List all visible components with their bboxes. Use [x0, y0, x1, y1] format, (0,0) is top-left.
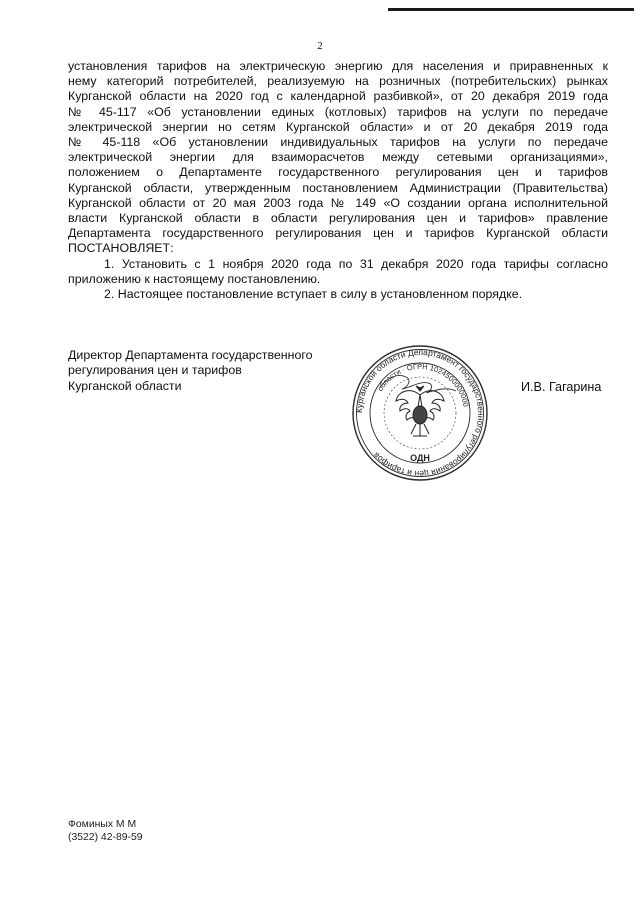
body-line: электрической энергии но сетям Курганской области» и от 20 декабря 2019 года — [68, 119, 608, 134]
body-line: электрической энергии для взаиморасчетов между сетевыми организациями», — [68, 150, 608, 165]
body-line: Курганской области на 2020 год с календарной разбивкой», от 20 декабря 2019 года — [68, 89, 608, 104]
seal-outer-text: Курганской области Департамент государственного регулирования цен и тарифов — [353, 346, 487, 480]
body-line: нему категорий потребителей, реализуемую на розничных (потребительских) рынках — [68, 74, 608, 89]
body-line: власти Курганской области в области регулирования цен и тарифов» правление — [68, 211, 608, 226]
signatory-title — [68, 348, 313, 394]
body-line: положением о Департаменте государственного регулирования цен и тарифов — [68, 165, 608, 180]
body-line: установления тарифов на электрическую энергию для населения и приравненных к — [68, 59, 608, 73]
document-body — [68, 59, 608, 302]
top-edge-line — [388, 8, 634, 11]
eagle-emblem-icon — [396, 386, 444, 436]
seal-bottom-text: ОДН — [410, 453, 430, 463]
item-1-line-2: приложению к настоящему постановлению. — [68, 271, 321, 286]
signatory-title-line-3: Курганской области — [68, 378, 182, 393]
seal-inner-text: области · ОГРН 1024500000000 — [375, 361, 471, 408]
executor-info — [68, 818, 143, 845]
item-2: 2. Настоящее постановление вступает в силу в установленном порядке. — [104, 287, 523, 302]
page-number: 2 — [317, 40, 323, 52]
body-line: № 45-118 «Об установлении индивидуальных тарифов на услуги по передаче — [68, 135, 608, 150]
resolves-heading: ПОСТАНОВЛЯЕТ: — [68, 241, 174, 256]
body-line: Департамента государственного регулирования цен и тарифов Курганской области — [68, 226, 608, 241]
official-seal — [350, 343, 490, 483]
signatory-name: И.В. Гагарина — [521, 380, 602, 394]
signatory-title-line-1: Директор Департамента государственного — [68, 348, 313, 362]
item-1-line-1: 1. Установить с 1 ноября 2020 года по 31 декабря 2020 года тарифы согласно — [104, 256, 608, 271]
body-line: Курганской области, утвержденным постановлением Администрации (Правительства) — [68, 180, 608, 195]
signatory-title-line-2: регулирования цен и тарифов — [68, 363, 242, 378]
body-line: № 45-117 «Об установлении единых (котловых) тарифов на услуги по передаче — [68, 104, 608, 119]
executor-phone: (3522) 42-89-59 — [68, 832, 143, 844]
executor-name: Фоминых М М — [68, 819, 137, 830]
body-line: Курганской области от 20 мая 2003 года № 149 «О создании органа исполнительной — [68, 195, 608, 210]
